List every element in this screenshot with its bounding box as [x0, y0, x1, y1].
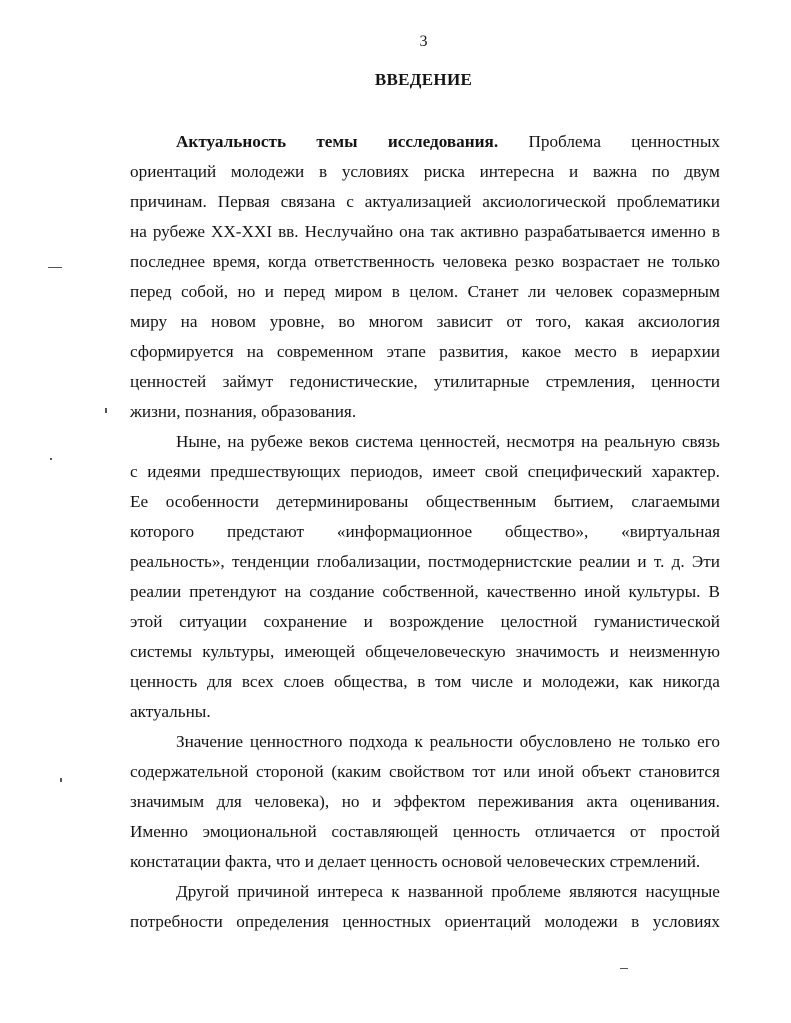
- word: Другой: [176, 882, 230, 901]
- word: д.: [671, 552, 685, 571]
- word: от: [629, 822, 646, 841]
- word: и: [363, 612, 373, 631]
- word: Именно: [130, 822, 188, 841]
- word: XX-XXI: [210, 222, 273, 241]
- word: бытием,: [553, 492, 614, 511]
- text-line: [130, 157, 720, 187]
- word: для: [216, 792, 242, 811]
- word: целом.: [409, 282, 459, 301]
- word: в: [318, 162, 328, 181]
- word: на: [284, 582, 302, 601]
- word: культуры,: [202, 642, 275, 661]
- word: ли: [528, 282, 546, 301]
- word: оценивания.: [629, 792, 720, 811]
- word: имеет: [432, 462, 476, 481]
- word: эмоциональной: [202, 822, 317, 841]
- word: подхода: [349, 732, 408, 751]
- word: реальности: [429, 732, 513, 751]
- word: веков: [309, 432, 349, 451]
- word: гуманистической: [593, 612, 720, 631]
- word: слоев: [283, 672, 325, 691]
- bold-word: темы: [316, 132, 358, 151]
- word: собственной,: [382, 582, 479, 601]
- word: возрастает: [561, 252, 640, 271]
- word: Эти: [691, 552, 720, 571]
- word: в: [417, 672, 426, 691]
- word: Ныне,: [176, 432, 222, 451]
- word: гедонистические,: [289, 372, 418, 391]
- word: постмодернистские: [427, 552, 572, 571]
- word: Станет: [467, 282, 519, 301]
- word: и: [372, 792, 382, 811]
- word: к: [391, 882, 400, 901]
- word: Неслучайно: [304, 222, 394, 241]
- word: уровне,: [269, 312, 325, 331]
- word: молодежи: [544, 912, 618, 931]
- text-line: [130, 577, 720, 607]
- word: какая: [584, 312, 625, 331]
- word: том: [435, 672, 462, 691]
- word: на: [227, 432, 245, 451]
- word: многом: [368, 312, 423, 331]
- word: важна: [592, 162, 638, 181]
- word: имеющей: [284, 642, 356, 661]
- word: отличается: [534, 822, 616, 841]
- text-line: [130, 397, 720, 427]
- word: в: [391, 282, 400, 301]
- word: потребности: [130, 912, 223, 931]
- word: интересна: [479, 162, 555, 181]
- text-line: [130, 247, 720, 277]
- word: но: [341, 792, 360, 811]
- word: претендуют: [189, 582, 277, 601]
- word: тенденции: [231, 552, 310, 571]
- word: глобализации,: [316, 552, 421, 571]
- word: современном: [276, 342, 374, 361]
- word: аксиологической: [482, 192, 606, 211]
- word: и: [637, 552, 647, 571]
- word: ситуации: [179, 612, 247, 631]
- text-line: [130, 127, 720, 157]
- word: условиях: [652, 912, 720, 931]
- word: В: [708, 582, 720, 601]
- word: никогда: [662, 672, 720, 691]
- word: переживания: [477, 792, 574, 811]
- word: общества,: [333, 672, 408, 691]
- word: время,: [212, 252, 261, 271]
- text-line: [130, 637, 720, 667]
- word: ценностных: [631, 132, 720, 151]
- word: предстают: [226, 522, 305, 541]
- scan-speck: [620, 968, 628, 969]
- word: на: [180, 312, 198, 331]
- word: к: [414, 732, 423, 751]
- word: несмотря: [506, 432, 575, 451]
- word: свой: [484, 462, 519, 481]
- word: характер.: [651, 462, 720, 481]
- word: предшествующих: [210, 462, 341, 481]
- text-line: [130, 427, 720, 457]
- word: ответственность: [314, 252, 435, 271]
- word: только: [642, 732, 691, 751]
- scan-speck: [60, 778, 62, 782]
- word: иерархии: [651, 342, 720, 361]
- word: реальную: [604, 432, 676, 451]
- bold-word: исследования.: [387, 132, 499, 151]
- word: не: [618, 732, 636, 751]
- word: на: [581, 432, 598, 451]
- text-line: [130, 697, 720, 727]
- text-line: [130, 457, 720, 487]
- word: как: [629, 672, 654, 691]
- word: становится: [638, 762, 720, 781]
- text-line: [130, 337, 720, 367]
- text-line: [130, 367, 720, 397]
- word: этой: [130, 612, 163, 631]
- word: от: [506, 312, 523, 331]
- word: проблематики: [616, 192, 720, 211]
- word: Первая: [217, 192, 270, 211]
- word: специфический: [527, 462, 643, 481]
- word: она: [399, 222, 425, 241]
- word: развития,: [439, 342, 509, 361]
- word: место: [574, 342, 617, 361]
- word: на: [130, 222, 147, 241]
- word: детерминированы: [276, 492, 409, 511]
- word: сформируется: [130, 342, 234, 361]
- word: Значение: [176, 732, 244, 751]
- text-line: [130, 487, 720, 517]
- word: проблеме: [491, 882, 561, 901]
- word: тот: [472, 762, 496, 781]
- word: акта: [586, 792, 618, 811]
- word: для: [206, 672, 233, 691]
- word: новом: [211, 312, 257, 331]
- body-text: [130, 127, 720, 937]
- word: констатации факта, что и делает ценность основой человеческих стремлений.: [130, 852, 701, 871]
- word: резко: [514, 252, 555, 271]
- word: человека),: [254, 792, 330, 811]
- word: качественно: [486, 582, 577, 601]
- word: ценностей: [130, 372, 207, 391]
- word: общественным: [426, 492, 537, 511]
- word: так: [430, 222, 455, 241]
- text-line: [130, 667, 720, 697]
- word: перед: [130, 282, 172, 301]
- text-line: [130, 787, 720, 817]
- text-line: [130, 607, 720, 637]
- word: ориентаций: [444, 912, 531, 931]
- word: с: [130, 462, 138, 481]
- text-line: [130, 847, 720, 877]
- word: связь: [681, 432, 720, 451]
- word: причинам.: [130, 192, 207, 211]
- word: стремления,: [545, 372, 636, 391]
- word: возрождение: [389, 612, 484, 631]
- word: утилитарные: [434, 372, 530, 391]
- word: значимость: [515, 642, 600, 661]
- word: с: [346, 192, 354, 211]
- word: иной: [537, 762, 575, 781]
- word: займут: [222, 372, 274, 391]
- word: или: [503, 762, 531, 781]
- word: но: [237, 282, 256, 301]
- word: эффектом: [393, 792, 466, 811]
- word: значимым: [130, 792, 205, 811]
- word: и: [264, 282, 274, 301]
- word: составляющей: [331, 822, 439, 841]
- word: неизменную: [629, 642, 720, 661]
- word: последнее: [130, 252, 206, 271]
- word: риска: [423, 162, 465, 181]
- word: жизни, познания, образования.: [130, 402, 357, 421]
- word: перед: [283, 282, 326, 301]
- word: Проблема: [528, 132, 601, 151]
- word: ценностных: [342, 912, 432, 931]
- text-line: [130, 817, 720, 847]
- text-line: [130, 907, 720, 937]
- word: миром: [334, 282, 383, 301]
- word: и: [609, 642, 619, 661]
- word: зависит: [436, 312, 493, 331]
- word: насущные: [645, 882, 720, 901]
- word: человек: [555, 282, 613, 301]
- text-line: [130, 217, 720, 247]
- word: свойством: [388, 762, 465, 781]
- text-line: [130, 877, 720, 907]
- word: условиях: [341, 162, 410, 181]
- page-number: 3: [419, 33, 428, 50]
- word: рубеже: [152, 222, 205, 241]
- word: в: [711, 222, 720, 241]
- text-line: [130, 547, 720, 577]
- word: ценности: [651, 372, 720, 391]
- word: ценность: [452, 822, 521, 841]
- word: реалии: [579, 552, 631, 571]
- word: в: [631, 912, 640, 931]
- word: активно: [460, 222, 519, 241]
- word: молодежи: [230, 162, 305, 181]
- word: вв.: [278, 222, 299, 241]
- word: аксиология: [637, 312, 720, 331]
- word: системы: [130, 642, 193, 661]
- word: причиной: [237, 882, 310, 901]
- word: объект: [581, 762, 631, 781]
- word: общество»,: [505, 522, 589, 541]
- text-line: [130, 727, 720, 757]
- word: именно: [651, 222, 706, 241]
- word: которого: [130, 522, 195, 541]
- word: когда: [267, 252, 307, 271]
- word: во: [338, 312, 355, 331]
- word: «информационное: [336, 522, 473, 541]
- word: двум: [684, 162, 720, 181]
- word: молодежи,: [541, 672, 620, 691]
- scan-speck: [50, 458, 52, 460]
- word: обусловлено: [519, 732, 612, 751]
- word: культуры.: [628, 582, 701, 601]
- word: иной: [584, 582, 621, 601]
- word: целостной: [500, 612, 578, 631]
- section-heading: ВВЕДЕНИЕ: [374, 70, 473, 89]
- text-line: [130, 187, 720, 217]
- word: человека: [442, 252, 508, 271]
- word: интереса: [317, 882, 384, 901]
- word: «виртуальная: [621, 522, 720, 541]
- word: не: [647, 252, 665, 271]
- word: идеями: [147, 462, 201, 481]
- word: числе: [471, 672, 513, 691]
- word: т.: [653, 552, 665, 571]
- word: ценностного: [249, 732, 343, 751]
- word: этапе: [386, 342, 426, 361]
- word: слагаемыми: [631, 492, 720, 511]
- word: соразмерным: [622, 282, 720, 301]
- word: создание: [309, 582, 375, 601]
- word: актуальны.: [130, 702, 211, 721]
- word: собой,: [181, 282, 229, 301]
- word: на: [246, 342, 264, 361]
- word: названной: [407, 882, 484, 901]
- word: простой: [660, 822, 720, 841]
- text-line: [130, 307, 720, 337]
- word: связана: [280, 192, 336, 211]
- word: система: [355, 432, 414, 451]
- word: Ее: [130, 492, 149, 511]
- word: ценность: [130, 672, 198, 691]
- word: реальность»,: [130, 552, 225, 571]
- word: какое: [521, 342, 562, 361]
- bold-word: Актуальность: [176, 132, 287, 151]
- word: периодов,: [350, 462, 423, 481]
- text-line: [130, 757, 720, 787]
- word: только: [671, 252, 720, 271]
- word: по: [651, 162, 670, 181]
- scan-speck: [105, 408, 107, 413]
- word: и: [522, 672, 532, 691]
- word: того,: [535, 312, 572, 331]
- word: реалии: [130, 582, 182, 601]
- text-line: [130, 517, 720, 547]
- word: содержательной: [130, 762, 249, 781]
- word: актуализацией: [364, 192, 472, 211]
- word: общечеловеческую: [365, 642, 506, 661]
- word: определения: [236, 912, 329, 931]
- word: миру: [130, 312, 168, 331]
- word: являются: [569, 882, 638, 901]
- word: (каким: [331, 762, 382, 781]
- word: его: [697, 732, 720, 751]
- scan-speck: [48, 267, 62, 268]
- word: ориентаций: [130, 162, 217, 181]
- word: в: [630, 342, 639, 361]
- word: сохранение: [263, 612, 347, 631]
- word: особенности: [165, 492, 259, 511]
- word: рубеже: [250, 432, 303, 451]
- word: разрабатывается: [524, 222, 646, 241]
- word: ценностей,: [419, 432, 501, 451]
- text-line: [130, 277, 720, 307]
- word: всех: [241, 672, 274, 691]
- word: и: [568, 162, 579, 181]
- word: стороной: [256, 762, 324, 781]
